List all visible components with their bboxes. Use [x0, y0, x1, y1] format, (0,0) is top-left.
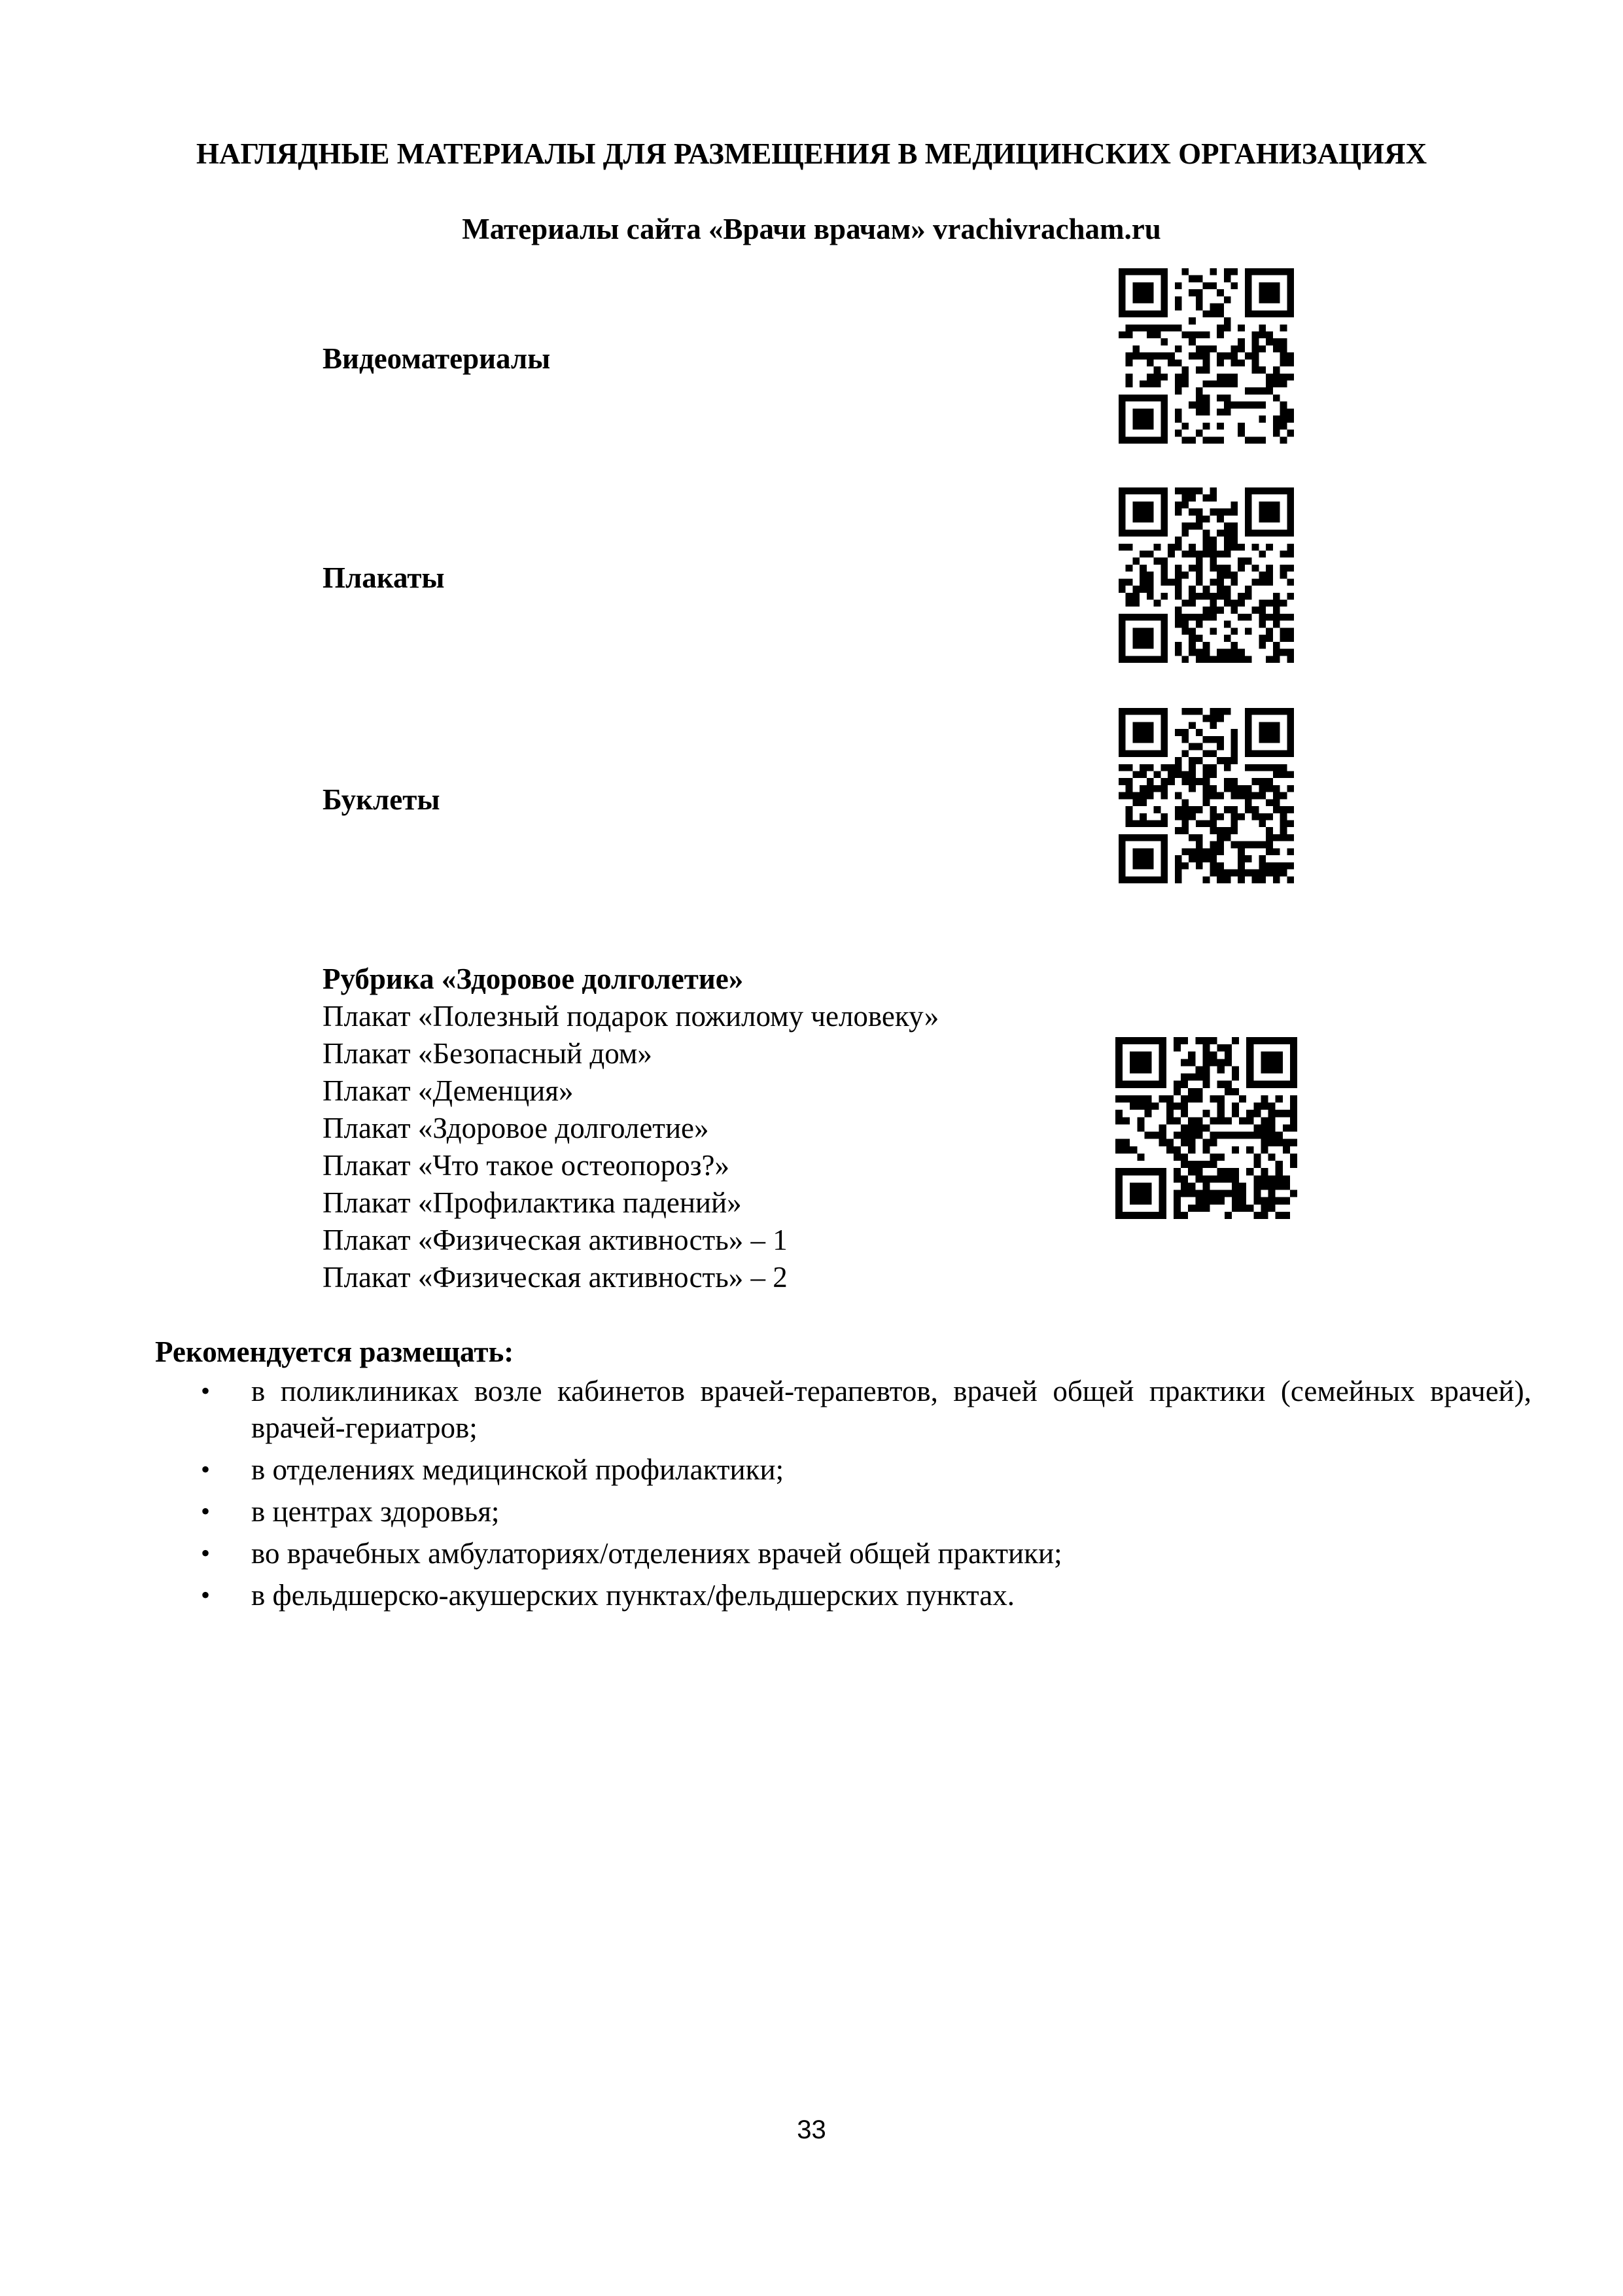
recommend-heading: Рекомендуется размещать:	[155, 1335, 514, 1368]
bullet-icon: •	[201, 1376, 211, 1405]
list-item	[155, 1373, 1531, 1446]
list-item-text: в фельдшерско-акушерских пунктах/фельдшерских пунктах.	[251, 1579, 1015, 1612]
qr-code-icon[interactable]	[1119, 268, 1294, 444]
bullet-icon: •	[201, 1455, 211, 1484]
list-item	[155, 1577, 1531, 1614]
list-item	[155, 1493, 1531, 1530]
page-subtitle: Материалы сайта «Врачи врачам» vrachivracham.ru	[462, 213, 1161, 245]
list-item-text: во врачебных амбулаториях/отделениях врачей общей практики;	[251, 1537, 1062, 1570]
section-label-video: Видеоматериалы	[323, 342, 551, 375]
list-item-text: в центрах здоровья;	[251, 1495, 500, 1528]
list-item	[155, 1535, 1531, 1572]
section-label-booklets: Буклеты	[323, 783, 440, 816]
rubric-item: Плакат «Профилактика падений»	[323, 1186, 742, 1219]
rubric-block	[323, 961, 939, 1296]
bullet-icon: •	[201, 1580, 211, 1610]
list-item-text: в поликлиниках возле кабинетов врачей-терапевтов, врачей общей практики (семейных врачей), врачей-гериатров;	[251, 1375, 1531, 1444]
list-item	[155, 1451, 1531, 1488]
bullet-icon: •	[201, 1496, 211, 1526]
page-number: 33	[797, 2115, 826, 2144]
rubric-item: Плакат «Что такое остеопороз?»	[323, 1149, 730, 1182]
rubric-item: Плакат «Деменция»	[323, 1074, 574, 1107]
list-item-text: в отделениях медицинской профилактики;	[251, 1453, 784, 1486]
bullet-icon: •	[201, 1538, 211, 1568]
rubric-item: Плакат «Безопасный дом»	[323, 1037, 652, 1070]
rubric-item: Плакат «Полезный подарок пожилому человеку»	[323, 1000, 939, 1033]
rubric-item: Плакат «Физическая активность» – 2	[323, 1261, 788, 1294]
section-label-posters: Плакаты	[323, 561, 445, 594]
qr-code-icon[interactable]	[1119, 708, 1294, 883]
qr-code-icon[interactable]	[1119, 487, 1294, 663]
recommend-list	[155, 1373, 1531, 1619]
page-title: НАГЛЯДНЫЕ МАТЕРИАЛЫ ДЛЯ РАЗМЕЩЕНИЯ В МЕДИЦИНСКИХ ОРГАНИЗАЦИЯХ	[196, 137, 1427, 170]
qr-code-icon[interactable]	[1115, 1037, 1297, 1219]
rubric-title: Рубрика «Здоровое долголетие»	[323, 963, 744, 995]
rubric-item: Плакат «Здоровое долголетие»	[323, 1112, 709, 1144]
rubric-item: Плакат «Физическая активность» – 1	[323, 1224, 788, 1256]
